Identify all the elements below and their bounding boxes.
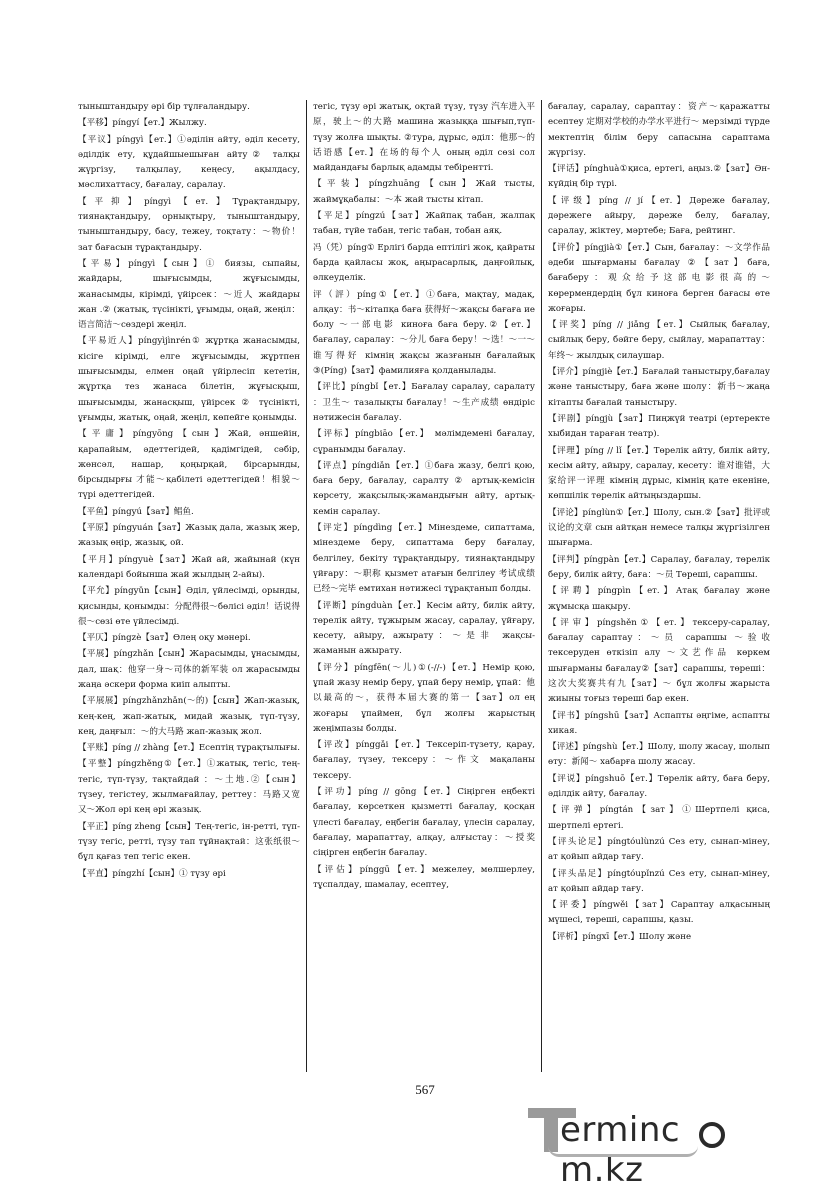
dictionary-entry: 【评分】píngfēn(～儿)①(-//-)【ет.】Немір қою, ұпай жазу немір беру, ұпай беру немір, ұпай：他以最高的～，获得本届大赛的第一【зат】ол ең жоғары ұпаймен, бұл жолғы жарыстың жеңімпазы болды. [313,662,535,734]
dictionary-entry: 【平移】píngyí【ет.】Жылжу. [78,118,207,129]
dictionary-entry: 【平足】píngzú【зат】Жайпақ табан, жалпақ табан, түйе табан, тегіс табан, тобан аяқ. [313,211,535,237]
termincom-logo[interactable] [528,1100,788,1190]
dictionary-entry: 【平直】píngzhí【сын】① түзу әрі [78,868,226,879]
dictionary-entry: 【平易】píngyì【сын】① биязы, сыпайы, жайдары, шығысымды, жұғысымды, жанасымды, кірімді, үйірсек：～近人 жайдары жан .② (жатық, түсінікті, ұғымды, оңай, жеңіл：语言简洁～сөздері жеңіл. [78,258,300,331]
dictionary-entry: 【平展展】píngzhǎnzhǎn(～的)【сын】Жап-жазық, кең-кең, жап-жатық, мидай жазық, түп-түзу, кең, даңғыл：～的大马路 жап-жазық жол. [78,696,300,737]
dictionary-entry: 【评功】píng // gōng【ет.】Сіңірген еңбекті бағалау, көрсеткен қызметті бағалау, қосқан үлесті бағалау, еңбегін бағалау, үлесін саралау, бағалау, марапаттау, алқау, алғыстау：～授奖 сіңірген еңбегін бағалау. [313,787,535,859]
dictionary-entry: 【评述】píngshù【ет.】Шолу, шолу жасау, шолып өту：新闻～ хабарға шолу жасау. [548,742,770,768]
dictionary-entry: 【评理】píng // lǐ【ет.】Төрелік айту, билік айту, кесім айту, айыру, саралау, кесету：谁对谁错，大家给评一评理 кімнің дұрыс, кімнің қате екеніне, көпшілік төрелік айтыңыздаршы. [548,445,770,502]
logo-swoosh-icon [548,1146,698,1157]
dictionary-entry: 【评估】pínggū【ет.】межелеу, мөлшерлеу, тұспалдау, шамалау, есептеу, [313,864,535,890]
dictionary-entry: 【评头品足】píngtóupǐnzú Сез ету, сынап-мінеу, ат қойып айдар тағу. [548,868,770,894]
dictionary-entry: 【平议】píngyì【ет.】①әділін айту, әділ кесету, әділдік ету, құдайшыешыған айту② талқы жүргізу, талқылау, кеңесу, ақылдасу, мәслихаттасу, бағалау, саралау. [78,134,300,191]
column-divider [306,100,307,1072]
dictionary-entry: 【评改】pínggǎi【ет.】Тексеріп-түзету, қарау, бағалау, түзеу, тексеру：～作文 мақаланы тексеру. [313,740,535,781]
dictionary-entry: 评（評）píng①【ет.】①баға, мақтау, мадақ, алқау：书～кітапқа баға 获得好～жақсы бағаға ие болу ～一部电影 киноға баға беру.②【ет.】бағалау, саралау：～分儿 баға беру！～选！～一～谁写得好 кімнің жақсы жазғанын бағалайық ③(Píng)【зат】фамилияға қолданылады. [313,289,535,377]
dictionary-entry: тыныштандыру әрі бір тұлғаландыру. [78,102,250,112]
dictionary-entry: 【评论】pínglùn①【ет.】Шолу, сын.②【зат】批评或议论的文章 сын айтқан немесе талқы жүргізілген шығарма. [548,507,770,549]
dictionary-entry: 【评判】píngpàn【ет.】Саралау, бағалау, төрелік беру, билік айту, баға：～员 Төреші, сарапшы. [548,554,770,580]
dictionary-entry: 【评委】píngwěi【зат】Сараптау алқасының мүшесі, төреші, сарапшы, қазы. [548,900,770,926]
dictionary-entry: 【平展】píngzhǎn【сын】Жарасымды, ұнасымды, дал, шақ：他穿一身～司体的新军装 ол жарасымды жаңа әскери форма киіп алыпты. [78,649,300,690]
logo-prefix: erminc [560,1110,681,1150]
dictionary-entry: 【评价】píngjià①【ет.】Сын, бағалау：～文学作品 әдеби шығарманы бағалау ②【зат】баға, бағаберу：观众给予这部电影很高的～ көрермендердің бұл киноға берген бағасы өте жоғары. [548,242,770,314]
dictionary-column-left [78,100,300,1060]
dictionary-entry: 【评标】píngbiāo【ет.】 мәлімдемені бағалау, сұранымды бағалау. [313,429,535,455]
dictionary-entry: 【平装】píngzhuāng【сын】Жай тысты, жаймұқабалы：～本 жай тысты кітап. [313,179,535,205]
dictionary-entry: тегіс, түзу әрі жатық, оқтай түзу, түзу 汽车进入平原，驶上～的大路 машина жазыққа шығып,түп-түзу жолға шықты. ②тура, дұрыс, әділ：他那～的话语感【ет.】在场的每个人 оның әділ сөзі сол майдандағы барлық адамды тебірентті. [313,102,535,174]
dictionary-entry: 【平庸】píngyōng【сын】Жай, әншейін, қарапайым, әдеттегідей, қадімгідей, сәбір, жөнсәл, нашар, қоңырқай, бірсарынды, бірсыдырғы 才能～қабілеті әдеттегідей！相貌～түрі әдеттегідей. [78,429,300,501]
dictionary-entry: 【平整】píngzhěng①【ет.】①жатық, тегіс, тең-тегіс, түп-түзу, тақтайдай ：～土地.②【сын】түзеу, тегістеу, жылмағайлау, реттеу：马路又宽又～Жол әрі кең әрі жазық. [78,759,300,816]
dictionary-column-middle [313,100,535,1060]
dictionary-entry: 冯（凭）píng① Ерлігі барда ептілігі жоқ, қайраты барда қайласы жоқ, аңырасарлық, даңғойлық, әлкеуделік. [313,242,535,284]
dictionary-entry: 【评断】píngduàn【ет.】Кесім айту, билік айту, төрелік айту, тұжырым жасау, саралау, үйғару, кесету, айыру, ажырату：～是非 жақсы-жаманын ажырату. [313,600,535,657]
dictionary-entry: 【平仄】píngzè【зат】Өлең оқу мәнері. [78,633,251,644]
page-number: 567 [415,1082,435,1097]
dictionary-entry: 【评级】píng // jí【ет.】Дәреже бағалау, дәрежеге айыру, дәреже белу, бағалау, саралау, жіктеу, мәртебе; Баға, рейтинг. [548,195,770,237]
dictionary-entry: 【平易近人】píngyìjìnrén① жұртқа жанасымды, кісіге кірімді, елге жұғысымды, жұртпен шығысымды, елмен оңай үйірлесіп кететін, жұртқа тез жанаса білетін, жұғысқыш, шығысымды, жанасқыш, үйірсек ② түсінікті, ұғымды, жатық, оңай, жеңіл, көпейге қонымды. [78,336,300,423]
dictionary-column-right [548,100,770,1060]
dictionary-entry: бағалау, саралау, сараптау：资产～қаражатты есептеу 定期对学校的办学水平进行～ мерзімді түрде мектептің білім беру сапасына сараптама жүргізу. [548,102,770,158]
dictionary-entry: 【评书】píngshū【зат】Аспапты әңгіме, аспапты хикая. [548,710,770,736]
dictionary-entry: 【平月】píngyuè【зат】Жай ай, жайынай (күн календарі бойынша жай жылдың 2-айы). [78,554,300,580]
dictionary-entry: 【评审】píngshěn①【ет.】тексеру-саралау, бағалау сараптау：～员 сарапшы ～验收 тексеруден өткізіп алу ～文艺作品 көркем шығарманы бағалау②【зат】сарапшы, төреші：这次大奖赛共有九【зат】～ бұл жолғы жарыста жиыны тоғыз төреші бар екен. [548,617,770,705]
dictionary-entry: 【评聘】píngpìn【ет.】Атақ бағалау және жұмысқа шақыру. [548,586,770,612]
dictionary-entry: 【评点】píngdiǎn【ет.】①баға жазу, белгі қою, баға беру, бағалау, саралту ② артық-кемісін көрсету, жақсылық-жамандығын айту, артық-кемін саралау. [313,460,535,517]
logo-suffix: m.kz [560,1150,644,1190]
column-divider [541,100,542,1072]
dictionary-entry: 【评弹】píngtán【зат】①Шертпелі қиса, шертпелі ертегі. [548,805,770,831]
dictionary-entry: 【平允】píngyǔn【сын】Әділ, үйлесімді, орынды, қисынды, қонымды：分配得很～бөлісі әділ！话说得很～сөзі өте үйлесімді. [78,586,300,627]
dictionary-entry: 【平账】píng // zhàng【ет.】Есептің тұрақтылығы. [78,743,300,754]
dictionary-entry: 【评剧】píngjù【зат】Пиңжүй театрі (ертеректе хыбидан тараған театр). [548,413,770,440]
dictionary-entry: 【评话】pínghuà①қиса, ертегі, аңыз.②【зат】Ән-күйдің бір түрі. [548,164,770,190]
dictionary-entry: 【评头论足】píngtóulùnzú Сез ету, сынап-мінеу, ат қойып айдар тағу. [548,836,770,863]
logo-o-ring-icon [699,1122,725,1148]
dictionary-entry: 【评说】píngshuō【ет.】Төрелік айту, баға беру, әділдік айту, бағалау. [548,773,770,800]
dictionary-entry: 【平正】píng zheng【сын】Тең-тегіс, ін-ретті, түп-түзу тегіс, ретті, түзу тап тұйнақтай：这张纸很～бұл қағаз теп тегіс екен. [78,821,300,863]
dictionary-entry: 【评定】píngdìng【ет.】Мінездеме, сипаттама, мінездеме беру, сипаттама беру бағалау, белгілеу, бекіту тұрақтандыру, тиянақтандыру үйғару：～职称 қызмет атағын белгілеу 考试成绩已经～完毕 емтихан нәтижесі тұрақтанып болды. [313,523,535,595]
dictionary-entry: 【平原】píngyuán【зат】Жазық дала, жазық жер, жазық өңір, жазық, ой. [78,523,300,549]
dictionary-entry: 【评介】píngjiè【ет.】Бағалай таныстыру,бағалау және таныстыру, баға және шолу：新书～жаңа кітапты бағалай таныстыру. [548,367,770,408]
dictionary-entry: 【平抑】píngyì【ет.】Тұрақтандыру, тиянақтандыру, орнықтыру, тыныштандыру, тыныштандыру, басу, тежеу, тоқтату：～物价！зат бағасын тұрақтандыру. [78,196,300,253]
dictionary-entry: 【评比】píngbǐ【ет.】Бағалау саралау, саралату ：卫生～ тазалықты бағалау！～生产成绩 өндіріс нәтижесін бағалау. [313,382,535,423]
dictionary-entry: 【平鱼】píngyú【зат】鲳鱼. [78,506,194,517]
dictionary-entry: 【评奖】píng // jiǎng【ет.】Сыйлық бағалау, сыйлық беру, бәйге беру, сыйлау, марапаттау：年终～ жылдық силаушар. [548,320,770,361]
dictionary-entry: 【评析】píngxī【ет.】Шолу және [548,931,692,942]
